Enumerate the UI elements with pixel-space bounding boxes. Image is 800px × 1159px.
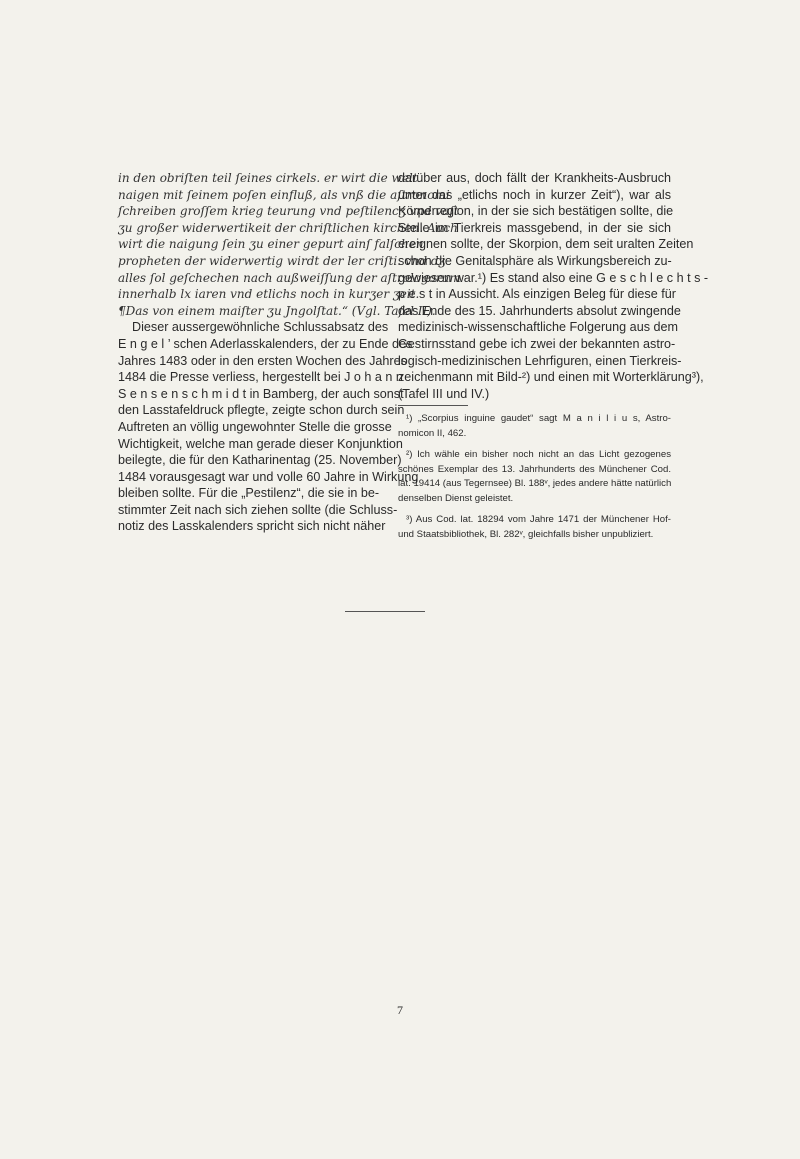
text-line: Stelle im Tierkreis massgebend, in der sie sich <box>398 220 671 235</box>
footnote-2 <box>398 448 671 506</box>
text-line: zeichenmann mit Bild-²) und einen mit Worterklärung³), <box>398 370 704 385</box>
text-line: unter das „etlichs noch in kurzer Zeit“), war als <box>398 187 671 202</box>
right-column <box>398 170 709 542</box>
text-line: notiz des Lasskalenders spricht sich nicht näher <box>118 519 386 534</box>
footnote-3 <box>398 513 671 542</box>
footnote-rule <box>398 405 468 406</box>
footnote-line: ³) Aus Cod. lat. 18294 vom Jahre 1471 der Münchener Hof- <box>406 514 671 526</box>
text-line: Auftreten an völlig ungewohnter Stelle die grosse <box>118 419 392 434</box>
text-line: 1484 vorausgesagt war und volle 60 Jahre in Wirkung <box>118 469 419 484</box>
footnote-line: lat. 19414 (aus Tegernsee) Bl. 188ᵛ, jedes andere hätte natürlich <box>398 478 672 490</box>
text-line: Dieser aussergewöhnliche Schlussabsatz des <box>132 320 389 335</box>
text-line: stimmter Zeit nach sich ziehen sollte (die Schluss- <box>118 502 398 517</box>
text-line: ereignen sollte, der Skorpion, dem seit uralten Zeiten <box>398 237 694 252</box>
quote-line: innerhalb lx iaren vnd etlichs noch in kurʒer ʒeit. <box>118 287 420 302</box>
quote-line: in den obriſten teil ſeines cirkels. er wirt die welt <box>118 171 418 185</box>
text-line: Gestirnsstand gebe ich zwei der bekannten astro- <box>398 336 676 351</box>
footnote-1 <box>398 412 671 441</box>
text-line: 1484 die Presse verliess, hergestellt bei J o h a n n <box>118 370 403 385</box>
text-line: logisch-medizinischen Lehrfiguren, einen Tierkreis- <box>398 353 682 368</box>
section-divider <box>345 611 425 612</box>
text-line: p e s t in Aussicht. Als einzigen Beleg für diese für <box>398 287 676 302</box>
text-line: Jahres 1483 oder in den ersten Wochen des Jahres <box>118 353 407 368</box>
text-line: Wichtigkeit, welche man gerade dieser Konjunktion <box>118 436 403 451</box>
footnote-line: denselben Dienst geleistet. <box>398 492 514 504</box>
footnote-line: ²) Ich wähle ein bisher noch nicht an das Licht gezogenes <box>406 449 671 461</box>
text-line: gewiesen war.¹) Es stand also eine G e s c h l e c h t s - <box>398 270 709 285</box>
fraktur-quote <box>118 170 461 319</box>
page-number: 7 <box>397 1003 403 1017</box>
quote-line: propheten der widerwertig wirdt der ler criſti. vnd dʒ <box>118 253 446 268</box>
text-line: bleiben sollte. Für die „Pestilenz“, die sie in be- <box>118 486 380 501</box>
text-line: (Tafel III und IV.) <box>398 386 490 401</box>
footnote-line: schönes Exemplar des 13. Jahrhunderts des Münchener Cod. <box>398 463 671 475</box>
quote-line: wirt die naigung ſein ʒu einer gepurt ainſ falſchen <box>118 237 424 252</box>
footnote-line: ¹) „Scorpius inguine gaudet“ sagt M a n i l i u s, Astro- <box>406 413 671 425</box>
quote-line: naigen mit ſeinem poſen einfluß, als vnß die aſtronomi <box>118 187 450 202</box>
text-line: beilegte, die für den Katharinentag (25. November) <box>118 453 402 468</box>
text-line: darüber aus, doch fällt der Krankheits-Ausbruch <box>398 171 671 185</box>
quote-line: ¶Das von einem maiſter ʒu Jngolſtat.“ (Vgl. Tafel II). <box>118 303 436 318</box>
text-line: den Lasstafeldruck pflegte, zeigte schon durch sein <box>118 403 405 418</box>
quote-line: alles ſol geſchechen nach außweiſſung der aſtrologorum <box>118 270 461 285</box>
quote-line: ʒu großer widerwertikeit der chriſtlichen kirchen. Auch <box>118 220 458 235</box>
text-line: das Ende des 15. Jahrhunderts absolut zwingende <box>398 303 681 318</box>
footnote-line: nomicon II, 462. <box>398 427 467 439</box>
text-line: medizinisch-wissenschaftliche Folgerung aus dem <box>398 320 678 335</box>
body-paragraph <box>118 319 419 535</box>
text-line: Körperregion, in der sie sich bestätigen sollte, die <box>398 204 674 219</box>
body-paragraph <box>398 170 709 402</box>
text-line: E n g e l ’ schen Aderlasskalenders, der zu Ende des <box>118 336 413 351</box>
text-line: schon die Genitalsphäre als Wirkungsbereich zu- <box>398 253 672 268</box>
quote-line: ſchreiben groſſem krieg teurung vnd peſtilencʒ vnd vaſt <box>118 204 459 219</box>
text-line: S e n s e n s c h m i d t in Bamberg, der auch sonst <box>118 386 404 401</box>
footnotes <box>398 412 671 542</box>
footnote-line: und Staatsbibliothek, Bl. 282ᵛ, gleichfalls bisher unpubliziert. <box>398 528 654 540</box>
